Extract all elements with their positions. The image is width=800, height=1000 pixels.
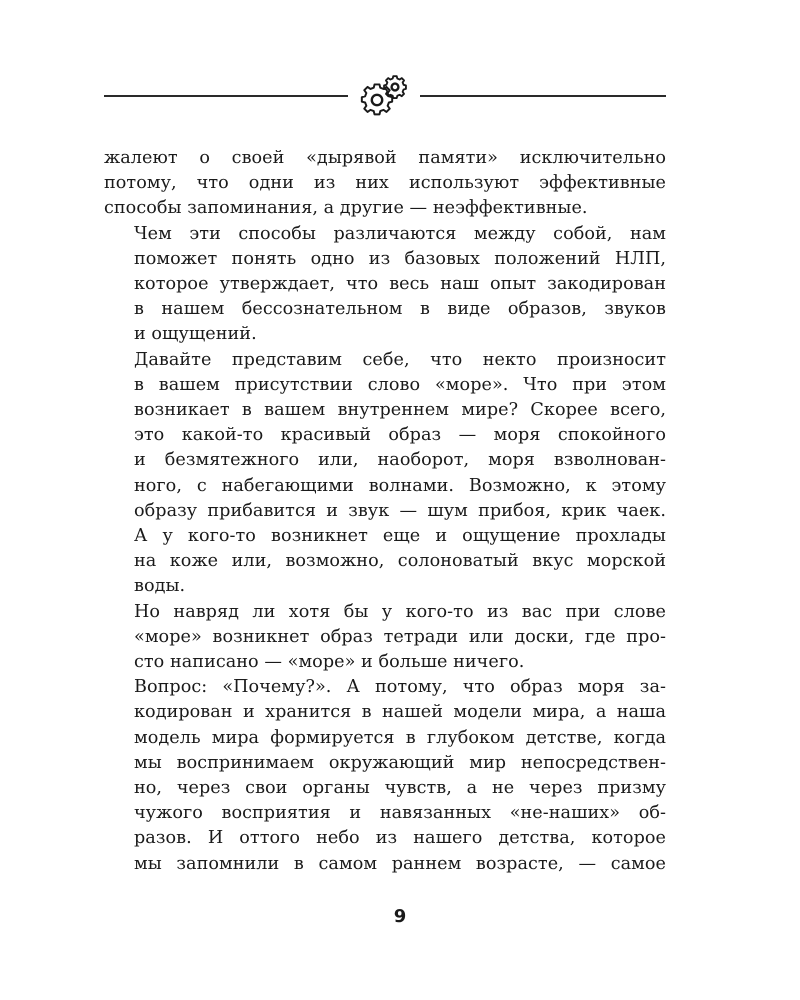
text-line: разов. И оттого небо из нашего детства, которое <box>134 828 666 849</box>
text-line: образу прибавится и звук — шум прибоя, крик чаек. <box>134 500 666 521</box>
text-line: мы запомнили в самом раннем возрасте, — самое <box>134 853 666 874</box>
text-line: жалеют о своей «дырявой памяти» исключительно <box>104 148 666 168</box>
text-line: ного, с набегающими волнами. Возможно, к этому <box>134 475 666 496</box>
text-line: мы воспринимаем окружающий мир непосредствен- <box>134 752 666 773</box>
text-line: это какой-то красивый образ — моря спокойного <box>134 425 666 446</box>
ornament-rule-left <box>104 95 348 97</box>
text-line: способы запоминания, а другие — неэффективные. <box>104 198 588 219</box>
text-line: в вашем присутствии слово «море». Что при этом <box>134 374 666 395</box>
text-line: воды. <box>134 576 186 597</box>
gears-icon <box>353 72 413 120</box>
text-line: поможет понять одно из базовых положений НЛП, <box>134 248 666 269</box>
text-line: модель мира формируется в глубоком детстве, когда <box>134 727 666 748</box>
text-line: но, через свои органы чувств, а не через призму <box>134 778 666 799</box>
page-number: 9 <box>393 906 407 927</box>
text-line: возникает в вашем внутреннем мире? Скорее всего, <box>134 400 666 421</box>
paragraph-4 <box>104 600 666 676</box>
text-line: Вопрос: «Почему?». А потому, что образ моря за- <box>134 677 666 698</box>
text-line: кодирован и хранится в нашей модели мира, а наша <box>134 702 666 723</box>
text-line: «море» возникнет образ тетради или доски, где про- <box>134 626 666 647</box>
text-line: А у кого-то возникнет еще и ощущение прохлады <box>134 526 666 547</box>
paragraph-1 <box>104 146 666 222</box>
ornament-rule-right <box>420 95 666 97</box>
text-line: Давайте представим себе, что некто произносит <box>134 349 666 370</box>
paragraph-3 <box>104 348 666 600</box>
text-line: Чем эти способы различаются между собой, нам <box>134 223 666 244</box>
paragraph-2 <box>104 222 666 348</box>
text-line: чужого восприятия и навязанных «не-наших» об- <box>134 803 666 824</box>
text-line: на коже или, возможно, солоноватый вкус морской <box>134 551 666 572</box>
paragraph-5 <box>104 675 666 877</box>
text-line: которое утверждает, что весь наш опыт закодирован <box>134 274 666 295</box>
text-line: и ощущений. <box>134 324 257 345</box>
text-line: и безмятежного или, наоборот, моря взволнован- <box>134 450 666 471</box>
text-line: потому, что одни из них используют эффективные <box>104 173 666 194</box>
header-ornament <box>104 70 666 122</box>
text-line: Но навряд ли хотя бы у кого-то из вас при слове <box>134 601 666 622</box>
text-line: в нашем бессознательном в виде образов, звуков <box>134 299 666 320</box>
body-text <box>104 146 666 877</box>
text-line: сто написано — «море» и больше ничего. <box>134 652 525 673</box>
